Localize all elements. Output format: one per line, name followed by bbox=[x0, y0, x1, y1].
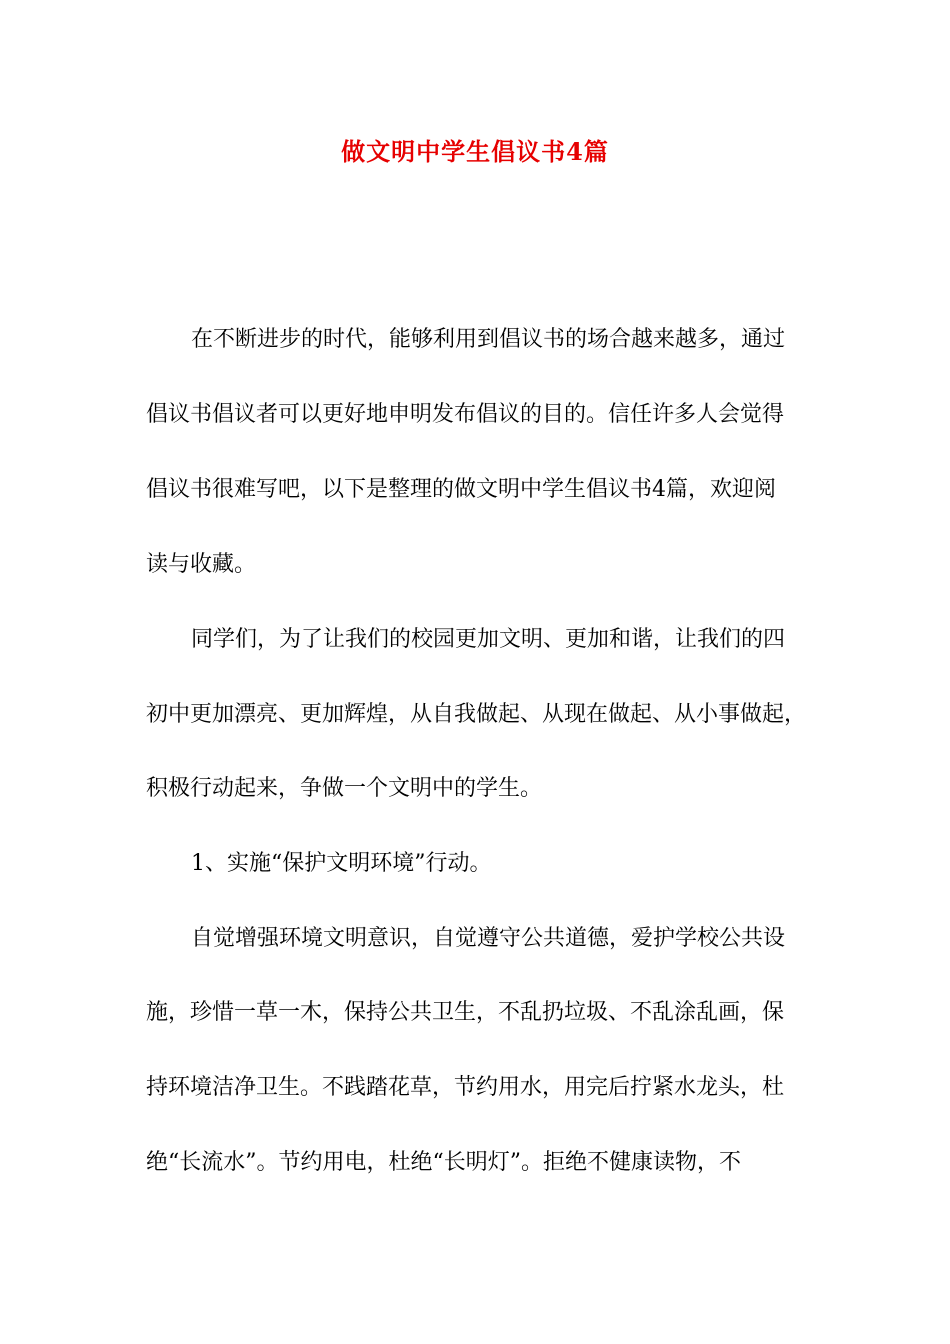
paragraph-line: 绝“长流水”。节约用电，杜绝“长明灯”。拒绝不健康读物，不 bbox=[146, 1150, 741, 1175]
paragraph-line: 倡议书倡议者可以更好地申明发布倡议的目的。信任许多人会觉得 bbox=[146, 402, 785, 427]
paragraph-line: 积极行动起来，争做一个文明中的学生。 bbox=[146, 776, 543, 801]
document-title: 做文明中学生倡议书4篇 bbox=[341, 137, 609, 166]
paragraph-line: 自觉增强环境文明意识，自觉遵守公共道德，爱护学校公共设 bbox=[191, 926, 786, 951]
paragraph-line: 在不断进步的时代，能够利用到倡议书的场合越来越多，通过 bbox=[191, 327, 786, 352]
paragraph-line: 施，珍惜一草一木，保持公共卫生，不乱扔垃圾、不乱涂乱画，保 bbox=[146, 1000, 785, 1025]
paragraph-line: 倡议书很难写吧，以下是整理的做文明中学生倡议书4篇，欢迎阅 bbox=[146, 477, 776, 502]
paragraph-line: 读与收藏。 bbox=[146, 552, 257, 577]
paragraph-line: 初中更加漂亮、更加辉煌，从自我做起、从现在做起、从小事做起， bbox=[146, 702, 807, 727]
paragraph-line: 持环境洁净卫生。不践踏花草，节约用水，用完后拧紧水龙头，杜 bbox=[146, 1075, 785, 1100]
paragraph-line: 同学们，为了让我们的校园更加文明、更加和谐，让我们的四 bbox=[191, 627, 786, 652]
section-heading: 1、实施“保护文明环境”行动。 bbox=[191, 851, 492, 876]
